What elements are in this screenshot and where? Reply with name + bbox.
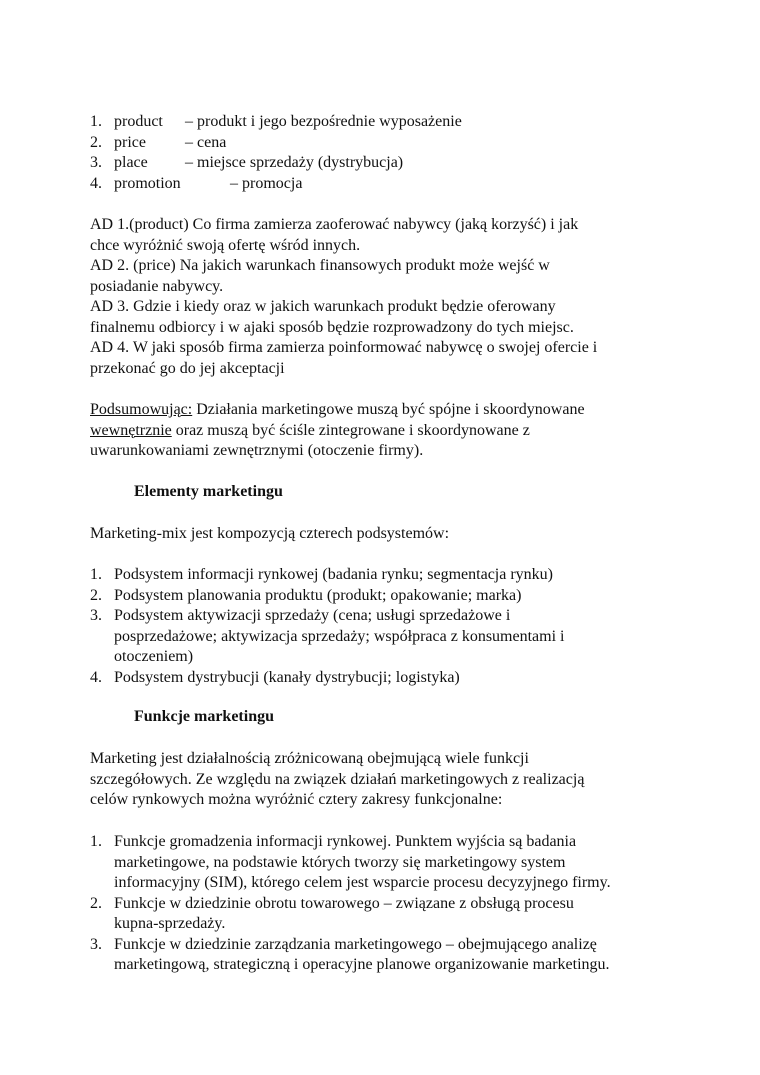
section-heading-elements: Elementy marketingu [134,483,283,500]
list-item: 1. Funkcje gromadzenia informacji rynkowej. Punktem wyjścia są badania marketingowe, na podstawie których tworzy się marketingowy system informacyjny (SIM), którego celem jest wsparcie procesu decyzyjnego firmy. [90,833,611,891]
list-item: 1. product – produkt i jego bezpośrednie wyposażenie [90,113,462,130]
text-line: finalnemu odbiorcy i w ajaki sposób będzie rozprowadzony do tych miejsc. [90,318,574,336]
list-item: 3. Podsystem aktywizacji sprzedaży (cena; usługi sprzedażowe i posprzedażowe; aktywizacja sprzedaży; współpraca z konsumentami i otoczeniem) [90,607,565,665]
functions-intro: Marketing jest działalnością zróżnicowaną obejmującą wiele funkcji szczegółowych. Ze względu na związek działań marketingowych z realizacją celów rynkowych można wyróżnić cztery zakresy funkcjonalne: [90,750,585,808]
text-line: posiadanie nabywcy. [90,277,224,295]
functions-list [90,832,690,976]
text-line: AD 4. W jaki sposób firma zamierza poinformować nabywcę o swojej ofercie i [90,339,598,356]
text-line: AD 2. (price) Na jakich warunkach finansowych produkt może wejść w [90,257,550,274]
list-item: 2. price – cena [90,133,227,151]
ad-explanations [90,215,680,379]
marketing-mix-4p-list [90,112,690,194]
text-line: AD 3. Gdzie i kiedy oraz w jakich warunkach produkt będzie oferowany [90,298,556,315]
summary-paragraph: Podsumowując: Działania marketingowe muszą być spójne i skoordynowane wewnętrznie oraz muszą być ściśle zintegrowane i skoordynowane z uwarunkowaniami zewnętrznymi (otoczenie firmy). [90,401,585,459]
list-item: 3. place – miejsce sprzedaży (dystrybucja) [90,154,404,171]
list-item: 2. Funkcje w dziedzinie obrotu towarowego – związane z obsługą procesu kupna-sprzedaży. [90,894,574,932]
text-line: AD 1.(product) Co firma zamierza zaoferować nabywcy (jaką korzyść) i jak [90,216,579,233]
list-item: 4. promotion – promocja [90,174,303,192]
text-line: chce wyróżnić swoją ofertę wśród innych. [90,236,361,254]
list-item: 1. Podsystem informacji rynkowej (badania rynku; segmentacja rynku) [90,566,553,583]
mix-intro: Marketing-mix jest kompozycją czterech podsystemów: [90,525,450,542]
summary-label: Podsumowując: [90,401,193,418]
subsystems-list [90,565,690,688]
list-item: 2. Podsystem planowania produktu (produkt; opakowanie; marka) [90,586,522,604]
list-item: 4. Podsystem dystrybucji (kanały dystrybucji; logistyka) [90,668,460,686]
text-line: przekonać go do jej akceptacji [90,359,285,377]
underlined-word: wewnętrznie [90,421,172,439]
section-heading-functions: Funkcje marketingu [134,708,274,725]
list-item: 3. Funkcje w dziedzinie zarządzania marketingowego – obejmującego analizę marketingową, strategiczną i operacyjne planowe organizowanie marketingu. [90,935,610,973]
